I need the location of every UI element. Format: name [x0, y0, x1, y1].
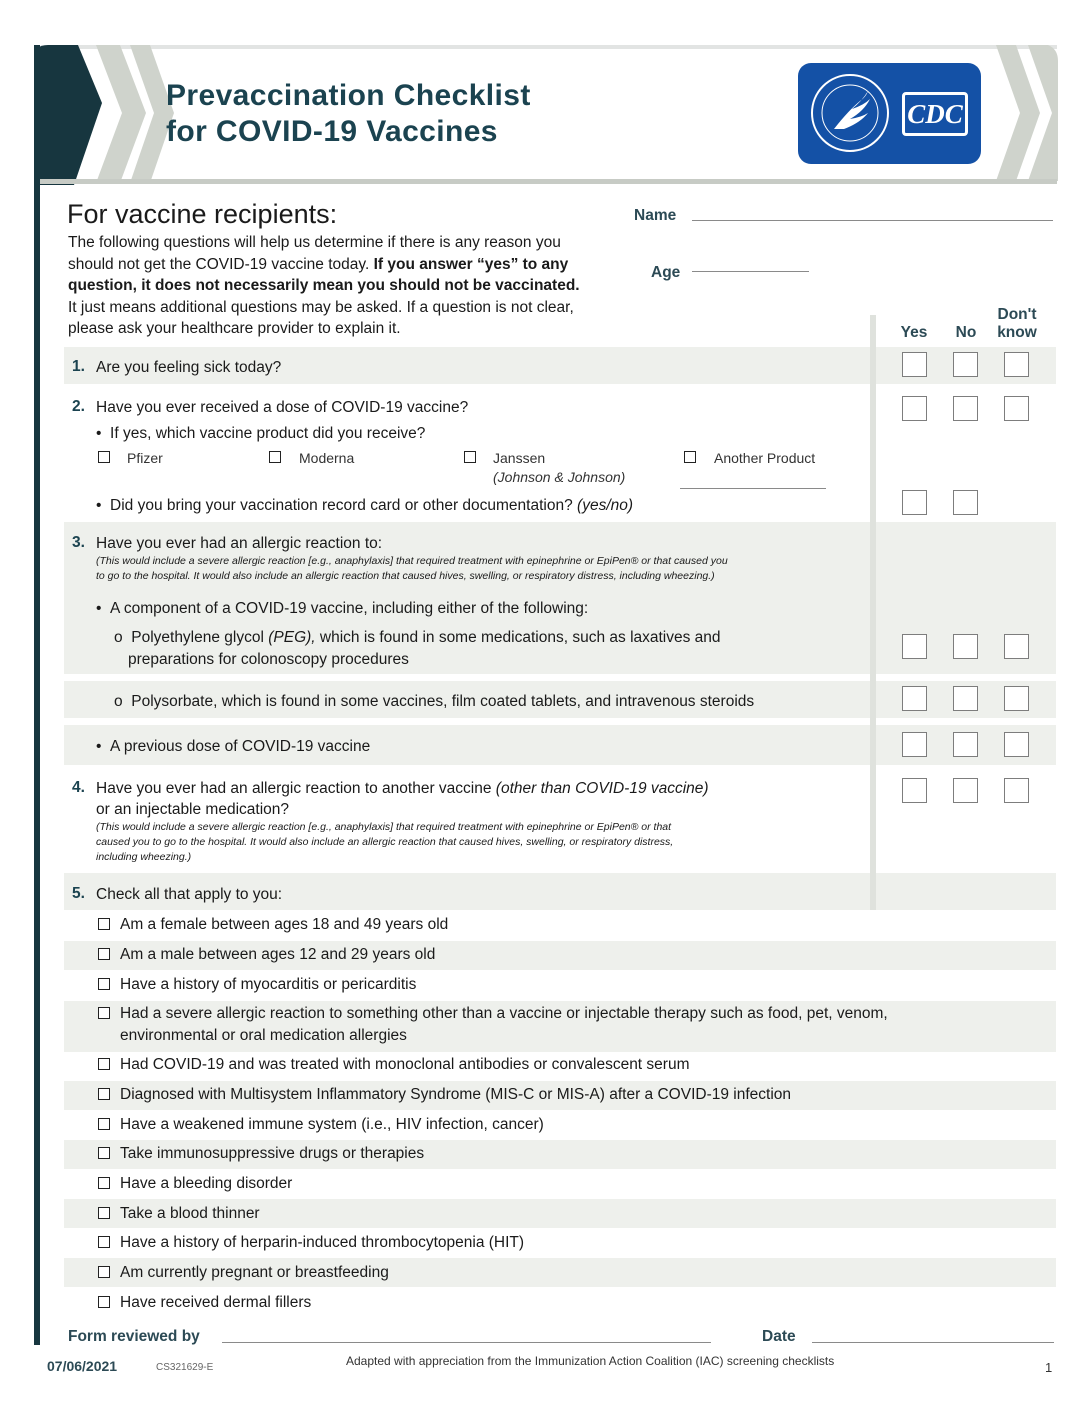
q4-text-line2: or an injectable medication? [96, 801, 290, 818]
q3-peg-a: Polyethylene glycol [131, 629, 269, 646]
q5-item-11[interactable] [98, 1235, 110, 1253]
q5-item-13-checkbox[interactable] [98, 1296, 110, 1308]
q3-note-line2: to go to the hospital. It would also include an allergic reaction that caused hives, swelling, or respiratory distress, including wheezing.) [96, 570, 715, 582]
q5-item-7[interactable] [98, 1117, 110, 1135]
left-accent-bar [34, 45, 40, 1345]
q5-item-8-label: Take immunosuppressive drugs or therapies [120, 1145, 425, 1162]
q3-sub2: • A previous dose of COVID-19 vaccine [96, 738, 371, 755]
q5-item-12[interactable] [98, 1265, 110, 1283]
moderna-label: Moderna [299, 450, 355, 466]
q3-poly: o Polysorbate, which is found in some vaccines, film coated tablets, and intravenous steroids [114, 693, 755, 710]
janssen-checkbox[interactable] [464, 451, 476, 463]
q5-text: Check all that apply to you: [96, 886, 283, 903]
header-top-rule [62, 45, 1057, 49]
col-header-yes: Yes [900, 324, 928, 341]
q4-text-a: Have you ever had an allergic reaction to another vaccine [96, 780, 496, 797]
q5-item-9-checkbox[interactable] [98, 1177, 110, 1189]
q3-sub1: • A component of a COVID-19 vaccine, including either of the following: [96, 600, 589, 617]
q2-option-moderna[interactable] [269, 450, 281, 468]
q4-number: 4. [72, 779, 85, 796]
page-title [166, 78, 531, 150]
q4-yes-checkbox[interactable] [902, 778, 927, 803]
name-label: Name [634, 207, 677, 224]
q5-item-3[interactable] [98, 977, 110, 995]
q3-peg: o Polyethylene glycol (PEG), which is found in some medications, such as laxatives and [114, 629, 721, 646]
q5-item-5[interactable] [98, 1057, 110, 1075]
other-product-label: Another Product [714, 450, 816, 466]
q3-sub1-text: A component of a COVID-19 vaccine, including either of the following: [110, 600, 589, 617]
q2-number: 2. [72, 398, 85, 415]
form-reviewed-by-label: Form reviewed by [68, 1328, 200, 1345]
q1-no-checkbox[interactable] [953, 352, 978, 377]
q3-prev-dont-know-checkbox[interactable] [1004, 732, 1029, 757]
title-line-1: Prevaccination Checklist [166, 79, 531, 112]
q5-item-3-label: Have a history of myocarditis or pericarditis [120, 976, 417, 993]
age-label: Age [651, 264, 681, 281]
q5-item-10-checkbox[interactable] [98, 1207, 110, 1219]
q5-item-4[interactable] [98, 1006, 110, 1024]
moderna-checkbox[interactable] [269, 451, 281, 463]
q2-sub1-text: If yes, which vaccine product did you receive? [110, 425, 426, 442]
col-header-dont-know [989, 306, 1045, 342]
q5-item-5-checkbox[interactable] [98, 1058, 110, 1070]
q5-item-6[interactable] [98, 1087, 110, 1105]
q1-dont-know-checkbox[interactable] [1004, 352, 1029, 377]
q5-item-12-label: Am currently pregnant or breastfeeding [120, 1264, 389, 1281]
q2-option-pfizer[interactable] [98, 450, 110, 468]
janssen-note: (Johnson & Johnson) [493, 469, 626, 485]
q2-sub2-note: (yes/no) [577, 497, 634, 514]
q5-item-2-checkbox[interactable] [98, 948, 110, 960]
col-header-no: No [955, 324, 977, 341]
q2-record-no-checkbox[interactable] [953, 490, 978, 515]
q5-item-4-label-line2: environmental or oral medication allergies [120, 1027, 407, 1044]
q5-item-10-label: Take a blood thinner [120, 1205, 260, 1222]
header-bottom-rule [40, 179, 1057, 184]
q3-sub2-text: A previous dose of COVID-19 vaccine [110, 738, 371, 755]
q5-item-6-label: Diagnosed with Multisystem Inflammatory Syndrome (MIS-C or MIS-A) after a COVID-19 infection [120, 1086, 792, 1103]
q3-poly-yes-checkbox[interactable] [902, 686, 927, 711]
revision-date: 07/06/2021 [47, 1358, 118, 1374]
q5-item-2[interactable] [98, 947, 110, 965]
q4-note-line1: (This would include a severe allergic reaction [e.g., anaphylaxis] that required treatment with epinephrine or EpiPen® or that [96, 821, 672, 833]
pfizer-label: Pfizer [127, 450, 163, 466]
q5-item-6-checkbox[interactable] [98, 1088, 110, 1100]
intro-text [68, 232, 588, 340]
q3-peg-c: which is found in some medications, such as laxatives and [315, 629, 721, 646]
q2-text: Have you ever received a dose of COVID-19 vaccine? [96, 399, 469, 416]
q2-sub2: • Did you bring your vaccination record card or other documentation? (yes/no) [96, 497, 634, 514]
q4-text [96, 778, 709, 799]
col-header-dont-know-line2: know [997, 324, 1037, 341]
intro-text-part1: The following questions will help us determine if there is any reason you should not get the COVID-19 vaccine today. [68, 234, 561, 273]
q4-no-checkbox[interactable] [953, 778, 978, 803]
q3-peg-yes-checkbox[interactable] [902, 634, 927, 659]
q4-note-line2: caused you to go to the hospital. It would also include an allergic reaction that caused hives, swelling, or respiratory distress, [96, 836, 674, 848]
q2-record-yes-checkbox[interactable] [902, 490, 927, 515]
q3-peg-dont-know-checkbox[interactable] [1004, 634, 1029, 659]
q5-item-7-label: Have a weakened immune system (i.e., HIV infection, cancer) [120, 1116, 544, 1133]
q5-item-8[interactable] [98, 1146, 110, 1164]
q3-note-line1: (This would include a severe allergic reaction [e.g., anaphylaxis] that required treatment with epinephrine or EpiPen® or that caused you [96, 555, 728, 567]
q5-item-2-label: Am a male between ages 12 and 29 years old [120, 946, 436, 963]
q5-item-7-checkbox[interactable] [98, 1118, 110, 1130]
q3-number: 3. [72, 534, 85, 551]
cdc-logo-text: CDC [902, 92, 968, 136]
q2-no-checkbox[interactable] [953, 396, 978, 421]
q5-item-8-checkbox[interactable] [98, 1147, 110, 1159]
hhs-seal-icon [808, 71, 892, 155]
q2-sub2-text: Did you bring your vaccination record card or other documentation? [110, 497, 573, 514]
q1-number: 1. [72, 358, 85, 375]
q4-dont-know-checkbox[interactable] [1004, 778, 1029, 803]
q5-item-11-checkbox[interactable] [98, 1236, 110, 1248]
q5-item-4-label: Had a severe allergic reaction to something other than a vaccine or injectable therapy such as food, pet, venom, [120, 1005, 888, 1022]
q3-poly-dont-know-checkbox[interactable] [1004, 686, 1029, 711]
q5-item-13-label: Have received dermal fillers [120, 1294, 312, 1311]
form-reviewed-by-field[interactable] [222, 1342, 711, 1343]
q5-item-4-checkbox[interactable] [98, 1007, 110, 1019]
q1-yes-checkbox[interactable] [902, 352, 927, 377]
credit-line: Adapted with appreciation from the Immunization Action Coalition (IAC) screening checklists [346, 1354, 835, 1368]
date-label: Date [762, 1328, 796, 1345]
q5-item-10[interactable] [98, 1206, 110, 1224]
document-code: CS321629-E [156, 1362, 214, 1373]
q5-item-5-label: Had COVID-19 and was treated with monoclonal antibodies or convalescent serum [120, 1056, 690, 1073]
pfizer-checkbox[interactable] [98, 451, 110, 463]
janssen-label: Janssen [493, 450, 546, 466]
q3-text: Have you ever had an allergic reaction to: [96, 535, 383, 552]
q3-peg-line2: preparations for colonoscopy procedures [128, 651, 409, 668]
q2-sub1: • If yes, which vaccine product did you receive? [96, 425, 426, 442]
q3-peg-no-checkbox[interactable] [953, 634, 978, 659]
q3-prev-no-checkbox[interactable] [953, 732, 978, 757]
q5-item-11-label: Have a history of herparin-induced thrombocytopenia (HIT) [120, 1234, 525, 1251]
q2-yes-checkbox[interactable] [902, 396, 927, 421]
q5-item-1-label: Am a female between ages 18 and 49 years old [120, 916, 449, 933]
q4-note-line3: including wheezing.) [96, 851, 192, 863]
title-line-2: for COVID-19 Vaccines [166, 115, 498, 148]
q2-option-other[interactable] [684, 450, 696, 468]
q5-number: 5. [72, 885, 85, 902]
date-field[interactable] [812, 1342, 1054, 1343]
q2-option-janssen[interactable] [464, 450, 476, 468]
q5-item-13[interactable] [98, 1295, 110, 1313]
q5-item-1[interactable] [98, 917, 110, 935]
name-field[interactable] [692, 220, 1053, 221]
q3-poly-no-checkbox[interactable] [953, 686, 978, 711]
other-product-field[interactable] [680, 488, 826, 489]
intro-text-bold: If you answer “yes” to any question, it does not necessarily mean you should not be vaccinated. [68, 255, 580, 294]
q5-item-12-checkbox[interactable] [98, 1266, 110, 1278]
q5-item-9[interactable] [98, 1176, 110, 1194]
col-header-dont-know-line1: Don't [997, 306, 1037, 323]
age-field[interactable] [692, 271, 809, 272]
q3-poly-text: Polysorbate, which is found in some vaccines, film coated tablets, and intravenous steroids [131, 693, 755, 710]
header-chevron-left [34, 45, 174, 185]
header-chevron-right [996, 45, 1058, 181]
q5-item-1-checkbox[interactable] [98, 918, 110, 930]
page-number: 1 [1045, 1360, 1053, 1375]
intro-text-part2: It just means additional questions may be asked. If a question is not clear, please ask your healthcare provider to explain it. [68, 298, 574, 337]
answer-column-divider [870, 315, 876, 910]
q5-item-9-label: Have a bleeding disorder [120, 1175, 293, 1192]
q2-dont-know-checkbox[interactable] [1004, 396, 1029, 421]
q3-peg-b: (PEG), [268, 629, 316, 646]
q5-item-3-checkbox[interactable] [98, 978, 110, 990]
q1-text: Are you feeling sick today? [96, 359, 282, 376]
q4-text-b: (other than COVID-19 vaccine) [495, 780, 709, 797]
intro-heading: For vaccine recipients: [67, 199, 338, 229]
q3-prev-yes-checkbox[interactable] [902, 732, 927, 757]
other-product-checkbox[interactable] [684, 451, 696, 463]
